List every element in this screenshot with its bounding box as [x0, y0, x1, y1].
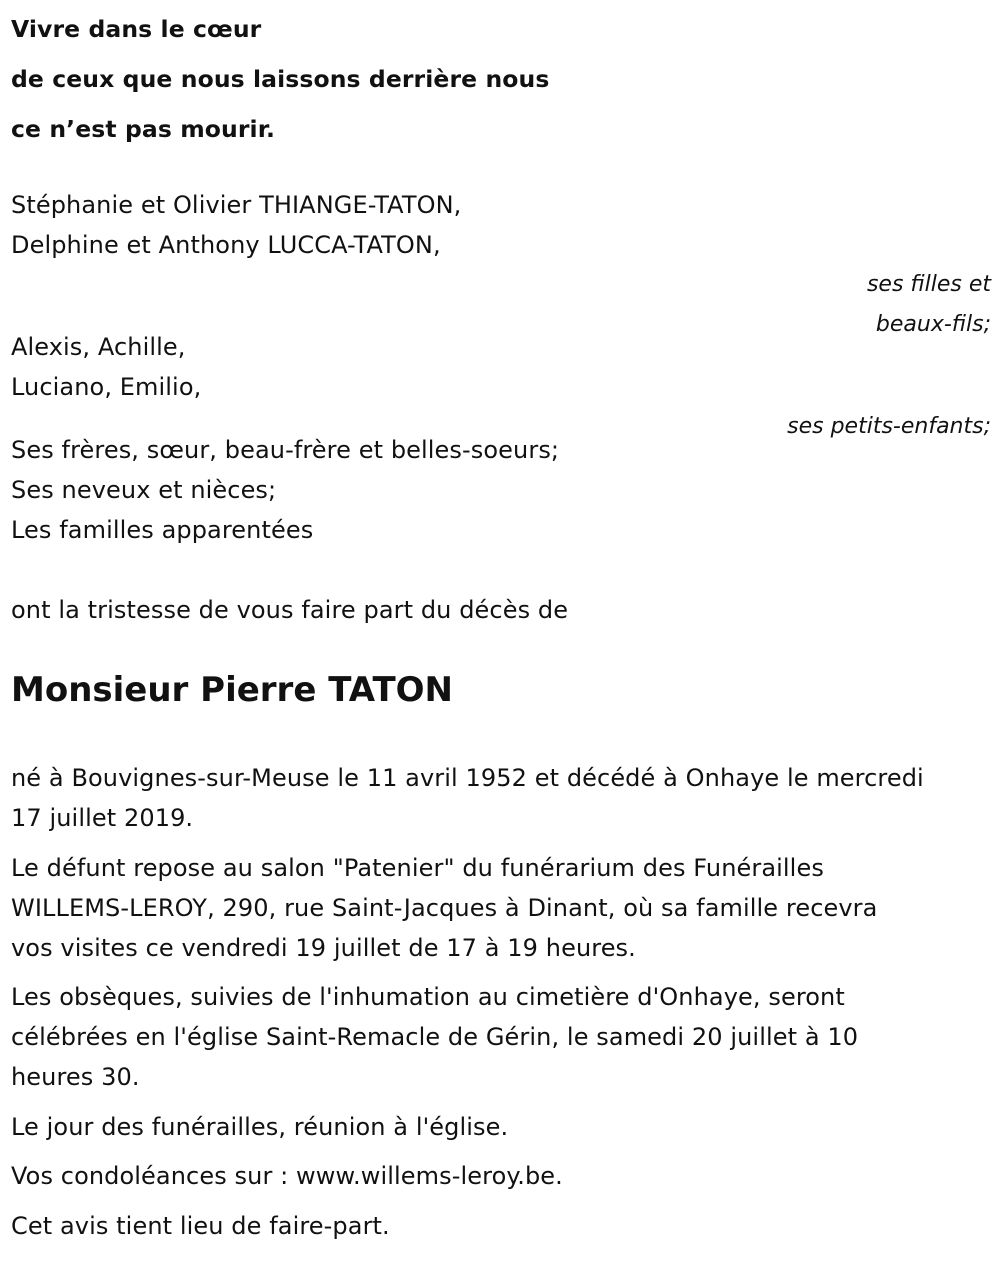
notice-text: Cet avis tient lieu de faire-part.	[11, 1212, 390, 1240]
daughters-relation-2: beaux-fils;	[875, 312, 991, 337]
family-block	[11, 430, 991, 550]
epigraph	[11, 4, 991, 154]
grandchildren-relation: ses petits-enfants;	[787, 414, 991, 439]
epigraph-line-3: ce n’est pas mourir.	[11, 115, 276, 143]
daughters-block	[11, 185, 991, 345]
funeral-line-3: heures 30.	[11, 1063, 140, 1091]
family-nephews: Ses neveux et nièces;	[11, 476, 277, 504]
birth-death-line-2: 17 juillet 2019.	[11, 804, 194, 832]
daughter-couple-2: Delphine et Anthony LUCCA-TATON,	[11, 231, 441, 259]
notice-block	[11, 1206, 991, 1246]
funeral-line-1: Les obsèques, suivies de l'inhumation au cimetière d'Onhaye, seront	[11, 983, 845, 1011]
funeral-block	[11, 977, 991, 1097]
announcement-block	[11, 590, 991, 630]
daughter-couple-1: Stéphanie et Olivier THIANGE-TATON,	[11, 191, 462, 219]
family-relatives: Les familles apparentées	[11, 516, 314, 544]
condolences-text: Vos condoléances sur : www.willems-leroy.be.	[11, 1162, 563, 1190]
funeral-line-2: célébrées en l'église Saint-Remacle de Gérin, le samedi 20 juillet à 10	[11, 1023, 859, 1051]
announcement-text: ont la tristesse de vous faire part du décès de	[11, 596, 569, 624]
deceased-block	[11, 668, 991, 712]
condolences-block	[11, 1156, 991, 1196]
family-siblings: Ses frères, sœur, beau-frère et belles-soeurs;	[11, 436, 560, 464]
birth-death-line-1: né à Bouvignes-sur-Meuse le 11 avril 1952 et décédé à Onhaye le mercredi	[11, 764, 924, 792]
epigraph-line-2: de ceux que nous laissons derrière nous	[11, 65, 550, 93]
repose-block	[11, 848, 991, 968]
daughters-relation-1: ses filles et	[866, 272, 991, 297]
meeting-text: Le jour des funérailles, réunion à l'église.	[11, 1113, 509, 1141]
repose-line-3: vos visites ce vendredi 19 juillet de 17 à 19 heures.	[11, 934, 636, 962]
deceased-name: Monsieur Pierre TATON	[11, 670, 453, 710]
grandchildren-names-2: Luciano, Emilio,	[11, 373, 202, 401]
details-block	[11, 758, 991, 838]
repose-line-2: WILLEMS-LEROY, 290, rue Saint-Jacques à Dinant, où sa famille recevra	[11, 894, 878, 922]
meeting-block	[11, 1107, 991, 1147]
grandchildren-block	[11, 327, 991, 447]
epigraph-line-1: Vivre dans le cœur	[11, 15, 262, 43]
grandchildren-names-1: Alexis, Achille,	[11, 333, 186, 361]
repose-line-1: Le défunt repose au salon "Patenier" du funérarium des Funérailles	[11, 854, 824, 882]
